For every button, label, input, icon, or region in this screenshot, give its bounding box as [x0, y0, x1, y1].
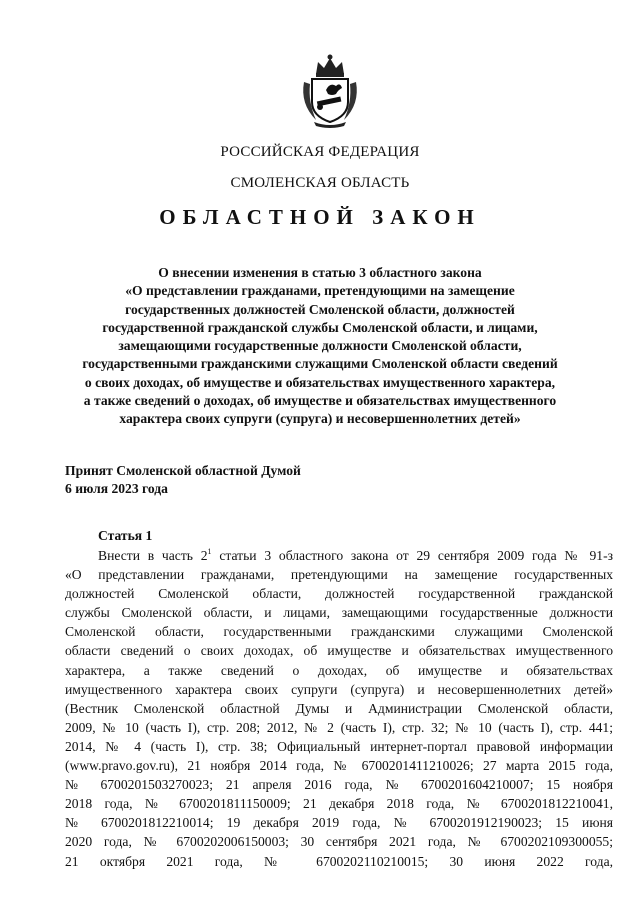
document-type-heading: ОБЛАСТНОЙ ЗАКОН [159, 205, 481, 229]
article-line: № 6700201503270023; 21 апреля 2016 года, № 6700201604210007; 15 ноября [65, 777, 613, 793]
country-heading: РОССИЙСКАЯ ФЕДЕРАЦИЯ [220, 144, 420, 160]
law-title-line: замещающими государственные должности Смоленской области, [118, 338, 522, 354]
article-line: № 6700201812210014; 19 декабря 2019 года, № 6700201912190023; 15 июня [65, 815, 613, 831]
article-line: Смоленской области, государственными гражданскими служащими Смоленской [65, 624, 613, 640]
adoption-body: Принят Смоленской областной Думой [65, 463, 301, 478]
law-title-line: характера своих супруги (супруга) и несовершеннолетних детей» [119, 411, 521, 427]
adoption-note [65, 462, 301, 498]
article-line: 21 октября 2021 года, № 6700202110210015; 30 июня 2022 года, [65, 853, 613, 869]
article-first-line [65, 546, 613, 565]
article-line: имущественного характера своих супруги (супруга) и несовершеннолетних детей» [65, 681, 613, 697]
article-line: 2014, № 4 (часть I), стр. 38; Официальный интернет-портал правовой информации [65, 738, 613, 754]
adoption-date: 6 июля 2023 года [65, 481, 168, 496]
article-line: должностей Смоленской области, должностей государственной гражданской [65, 586, 613, 602]
article-line: 2018 года, № 6700201811150009; 21 декабря 2018 года, № 6700201812210041, [65, 796, 613, 812]
law-title-line: государственных должностей Смоленской области, должностей [125, 301, 515, 317]
article-line: области сведений о своих доходах, об имуществе и обязательствах имущественного [65, 643, 613, 659]
law-title-line: государственной гражданской службы Смоленской области, и лицами, [102, 319, 538, 335]
smolensk-coat-of-arms-icon [298, 52, 362, 128]
article-line: 2020 года, № 6700202006150003; 30 сентября 2021 года, № 6700202109300055; [65, 834, 613, 850]
region-heading: СМОЛЕНСКАЯ ОБЛАСТЬ [230, 175, 410, 191]
article-line: (Вестник Смоленской областной Думы и Администрации Смоленской области, [65, 700, 613, 716]
article-line: 2009, № 10 (часть I), стр. 208; 2012, № 2 (часть I), стр. 32; № 10 (часть I), стр. 441; [65, 719, 613, 735]
law-title-line: государственными гражданскими служащими Смоленской области сведений [82, 356, 558, 372]
article-line: характера, а также сведений о доходах, об имуществе и обязательствах [65, 662, 613, 678]
law-title [60, 264, 580, 429]
law-title-line: О внесении изменения в статью 3 областного закона [158, 265, 482, 280]
article-first-line-start: Внести в часть 2 [98, 548, 208, 563]
article-line: (www.pravo.gov.ru), 21 ноября 2014 года, № 6700201411210026; 27 марта 2015 года, [65, 758, 613, 774]
law-title-line: о своих доходах, об имуществе и обязательствах имущественного характера, [84, 374, 556, 390]
article-first-line-end: статьи 3 областного закона от 29 сентября 2009 года № 91-з [211, 548, 613, 563]
part-superscript: 1 [207, 547, 212, 556]
law-title-line: «О представлении гражданами, претендующими на замещение [125, 283, 515, 299]
article-line: «О представлении гражданами, претендующими на замещение государственных [65, 567, 613, 583]
law-title-line: а также сведений о доходах, об имуществе и обязательствах имущественного [83, 393, 557, 409]
article-heading: Статья 1 [98, 528, 153, 543]
article-line: службы Смоленской области, и лицами, замещающими государственные должности [65, 605, 613, 621]
article-body [65, 546, 613, 871]
